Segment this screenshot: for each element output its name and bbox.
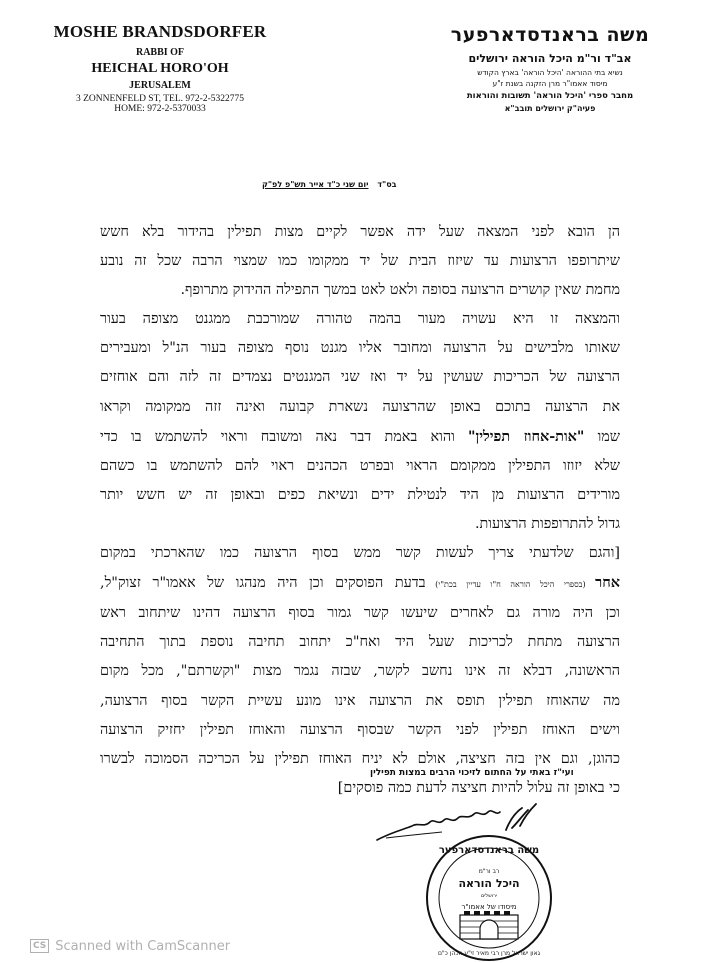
body-line: וישים האוחז תפילין לפני הקשר שבסוף הרצועה והאוחז תפילין יחזיק הרצועה: [100, 721, 620, 738]
sender-name-en: MOSHE BRANDSDORFER: [53, 22, 267, 41]
closing-line: ועי"ז באתי על החתום לזיכוי הרבים במצות תפילין: [370, 768, 574, 778]
body-line: וכן היה מורה גם לאחרים שיעשו קשר גמור בסוף הרצועה דהינו שיתחוב ראש: [100, 605, 620, 622]
home-phone-en: HOME: 972-2-5370033: [114, 104, 206, 114]
letterhead-he-line3: מיסוד אאמו"ר מרן הזקנה בשנת ז"ע: [492, 79, 608, 88]
body-line: [100, 422, 620, 452]
sender-title-en: RABBI OF: [135, 47, 185, 58]
book-reference: (בספרי היכל הוראה ח"ו עדיין בכת"י): [425, 580, 596, 590]
body-line: [והגם שלדעתי צריך לעשות קשר ממש בסוף הרצועה כמו שהארכתי במקום: [100, 545, 620, 562]
body-line: כי באופן זה עלול להיות חציצה לדעת כמה פוסקים]: [337, 779, 620, 796]
watermark-text: Scanned with CamScanner: [55, 938, 231, 954]
body-text-segment: בדעת הפוסקים וכן היה מנהגו של אאמו"ר זצוק"ל,: [100, 575, 426, 592]
institution-en: HEICHAL HORO'OH: [91, 61, 229, 76]
body-text-segment: והוא באמת דבר נאה ומשובח וראוי להשתמש בו כדי: [100, 428, 469, 445]
sender-name-he: משה בראנדסדארפער: [450, 24, 650, 46]
stamp-outer-text: גאון ישראל מרן רבי מאיר זי"ע הכהן כ"ם: [437, 950, 541, 957]
body-line: מורידים הרצועות מן היד לנטילת ידים ונשיאת כפים ובאופן זה יש חשש יותר: [100, 486, 620, 503]
stamp-inner-text: מיסודו של אאמו"ר: [461, 903, 517, 911]
letterhead-he-line5: פעיה"ק ירושלים תובב"א: [504, 104, 596, 113]
city-en: JERUSALEM: [129, 80, 191, 91]
letterhead-hebrew: [430, 24, 670, 113]
letterhead-he-line4: מחבר ספרי 'היכל הוראה' תשובות והוראות: [466, 91, 634, 101]
address-en: 3 ZONNENFELD ST, TEL. 972-2-5322775: [76, 94, 244, 104]
body-text-segment: אחר: [595, 574, 620, 592]
paragraph-1: [100, 218, 620, 305]
body-line: את הרצועה בתוכם באופן שהרצועה נשארת קבועה ואינה זזה ממקומה וקראו: [100, 398, 620, 415]
stamp-wall-icon: [460, 911, 518, 939]
bsd-mark: בס"ד: [377, 180, 397, 189]
body-line: גדול להתרופפות הרצועות.: [474, 515, 620, 532]
letterhead-he-line1: אב"ד ור"מ היכל הוראה ירושלים: [468, 52, 632, 65]
scanner-watermark: [30, 940, 230, 952]
letterhead-he-line2: נשיא בתי ההוראה 'היכל הוראה' בארץ הקודש: [477, 68, 623, 77]
stamp-inner-text: היכל הוראה: [458, 877, 520, 890]
stamp-inner-text: רב ור"מ: [478, 868, 500, 875]
body-line: [100, 568, 620, 599]
date-line: [262, 180, 397, 189]
body-line: והמצאה זו היא עשויה מעור בהמה טהורה שמורכבת ממגנט מצופה בעור: [100, 311, 620, 328]
body-line: שאותו מלבישים על הרצועה ומחובר אליו מגנט נוסף מצופה בעור הנ"ל ומעבירים: [100, 340, 620, 357]
product-name: "אות-אחוז תפילין": [468, 427, 585, 445]
paragraph-3: [100, 539, 620, 803]
letterhead-english: [0, 22, 300, 114]
letter-body: [100, 218, 620, 803]
body-line: מחמת שאין קושרים הרצועה בסופה ולאט לאט במשך התפילה ההידוק מתרופף.: [180, 282, 620, 299]
body-line: שלא יזוזו התפילין ממקומם הראוי ובפרט הכהנים ראוי להם להשתמש בו כשהם: [100, 457, 620, 474]
body-line: הן הובא לפני המצאה שעל ידה אפשר לקיים מצות תפילין בהידור בלא חשש: [100, 224, 620, 240]
camscanner-icon: CS: [30, 939, 49, 953]
letter-date: יום שני כ"ד אייר תש"פ לפ"ק: [262, 180, 369, 189]
body-text-segment: שמו: [584, 428, 620, 445]
body-line: הראשונה, דבלא זה אינו נחשב לקשר, שבזה נגמר מצות "וקשרתם", מכל מקום: [100, 663, 620, 680]
stamp-outer-text: משה בראנדסדארפער: [438, 845, 540, 856]
body-line: כהוגן, וגם אין בזה חציצה, אולם לא יניח האוחז תפילין על הכריכה הסמוכה לבשרו: [100, 750, 620, 767]
body-line: שיתרופפו הרצועות עד שיזוז הבית של יד ממקומו כמו שמצוי הרבה שכל זה נובע: [100, 253, 620, 270]
stamp-inner-text: ירושלים: [480, 893, 498, 899]
rabbinical-stamp: [424, 833, 554, 963]
body-line: הרצועה של הכריכות שעושין על יד ואז שני המגנטים נצמדים זה לזה והם אוחזים: [100, 369, 620, 386]
body-line: מה שהאוחז תפילין תופס את הרצועה אינו מונע עשיית הקשר בסוף הרצועה,: [100, 692, 620, 709]
body-line: הרצועה מתחת לכריכות שעל היד ואח"כ יתחוב תחיבה נוספת בתוך התחיבה: [100, 634, 620, 651]
paragraph-2: [100, 305, 620, 539]
